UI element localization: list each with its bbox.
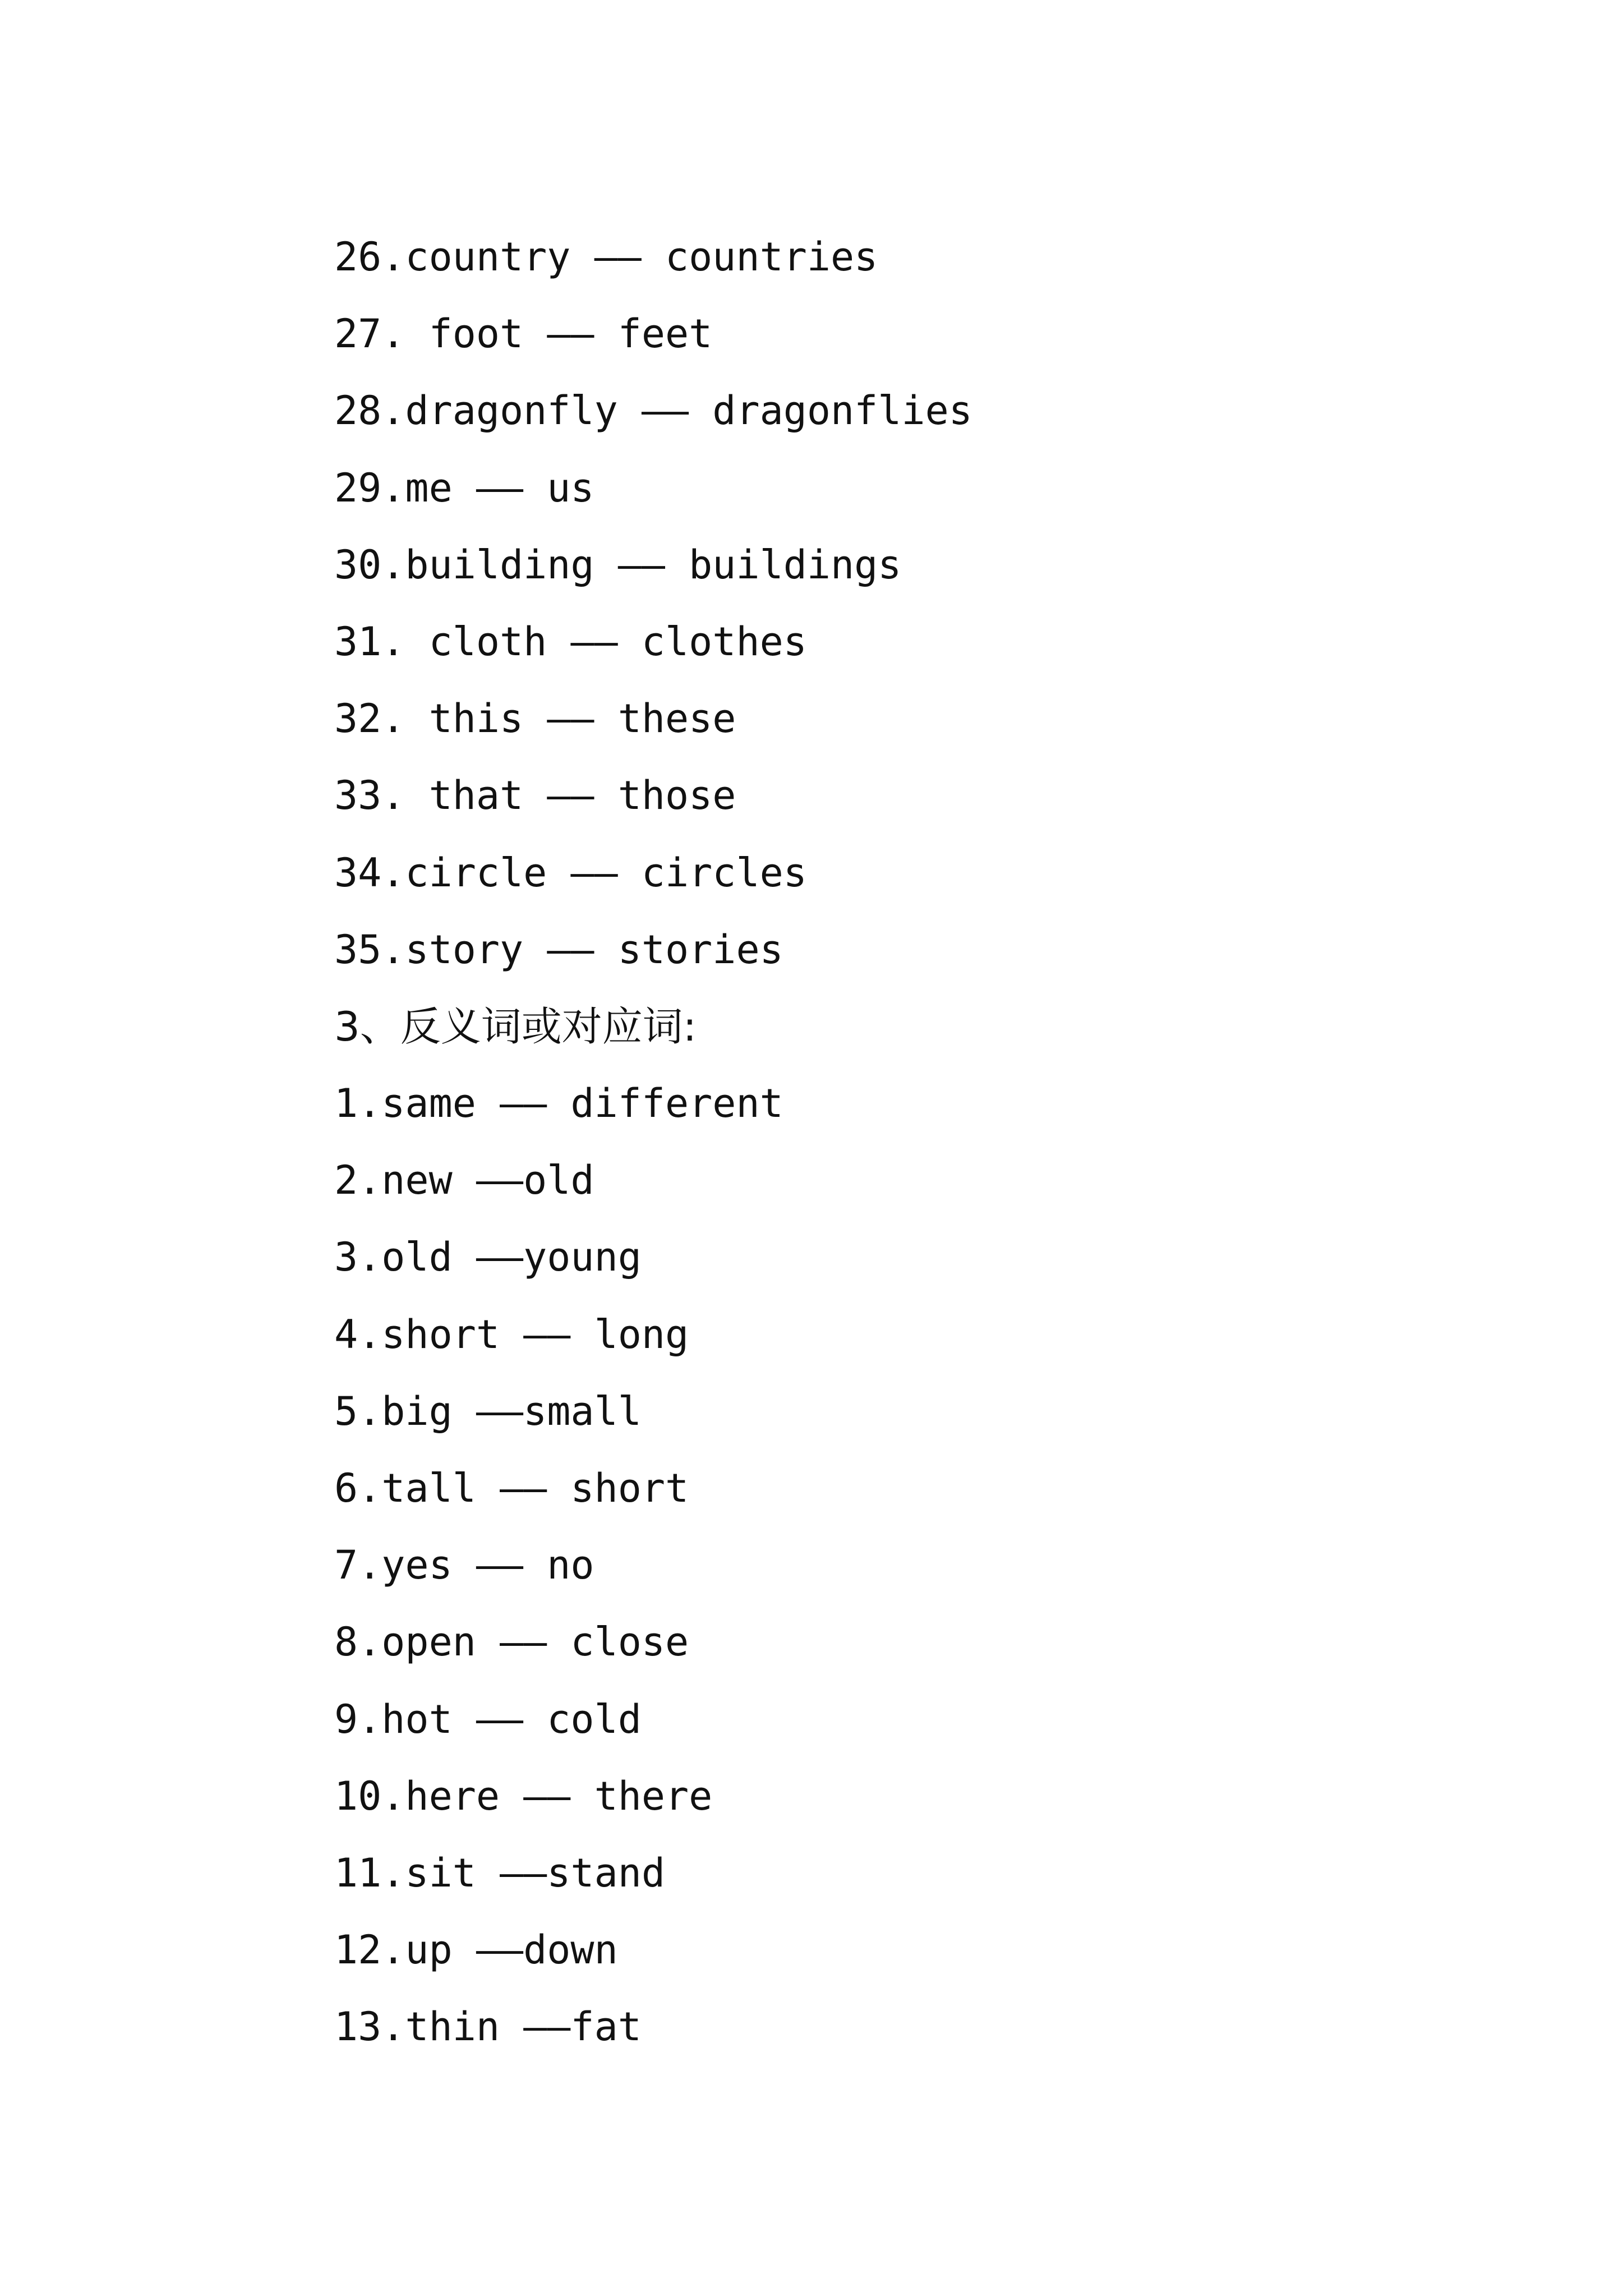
- list-item-34: 34.circle —— circles: [334, 849, 807, 896]
- antonym-item-3: 3.old ——young: [334, 1234, 642, 1281]
- antonym-item-10: 10.here —— there: [334, 1773, 713, 1819]
- antonym-item-11: 11.sit ——stand: [334, 1849, 666, 1896]
- list-item-31: 31. cloth —— clothes: [334, 618, 807, 665]
- antonym-item-1: 1.same —— different: [334, 1080, 783, 1127]
- antonym-item-6: 6.tall —— short: [334, 1465, 689, 1511]
- antonym-item-7: 7.yes —— no: [334, 1542, 594, 1589]
- antonym-item-13: 13.thin ——fat: [334, 2004, 642, 2050]
- section-heading: 3、反义词或对应词:: [334, 1002, 697, 1050]
- antonym-item-2: 2.new ——old: [334, 1157, 594, 1204]
- word-list: [334, 219, 1512, 2066]
- list-item-28: 28.dragonfly —— dragonflies: [334, 388, 972, 434]
- list-item-26: 26.country —— countries: [334, 234, 878, 280]
- list-item-29: 29.me —— us: [334, 464, 594, 511]
- list-item-27: 27. foot —— feet: [334, 311, 713, 357]
- antonym-item-8: 8.open —— close: [334, 1619, 689, 1665]
- list-item-35: 35.story —— stories: [334, 926, 783, 973]
- antonym-item-12: 12.up ——down: [334, 1927, 618, 1973]
- list-item-33: 33. that —— those: [334, 772, 736, 819]
- antonym-item-4: 4.short —— long: [334, 1311, 689, 1358]
- list-item-30: 30.building —— buildings: [334, 541, 902, 588]
- antonym-item-9: 9.hot —— cold: [334, 1696, 642, 1742]
- antonym-item-5: 5.big ——small: [334, 1388, 642, 1434]
- list-item-32: 32. this —— these: [334, 696, 736, 742]
